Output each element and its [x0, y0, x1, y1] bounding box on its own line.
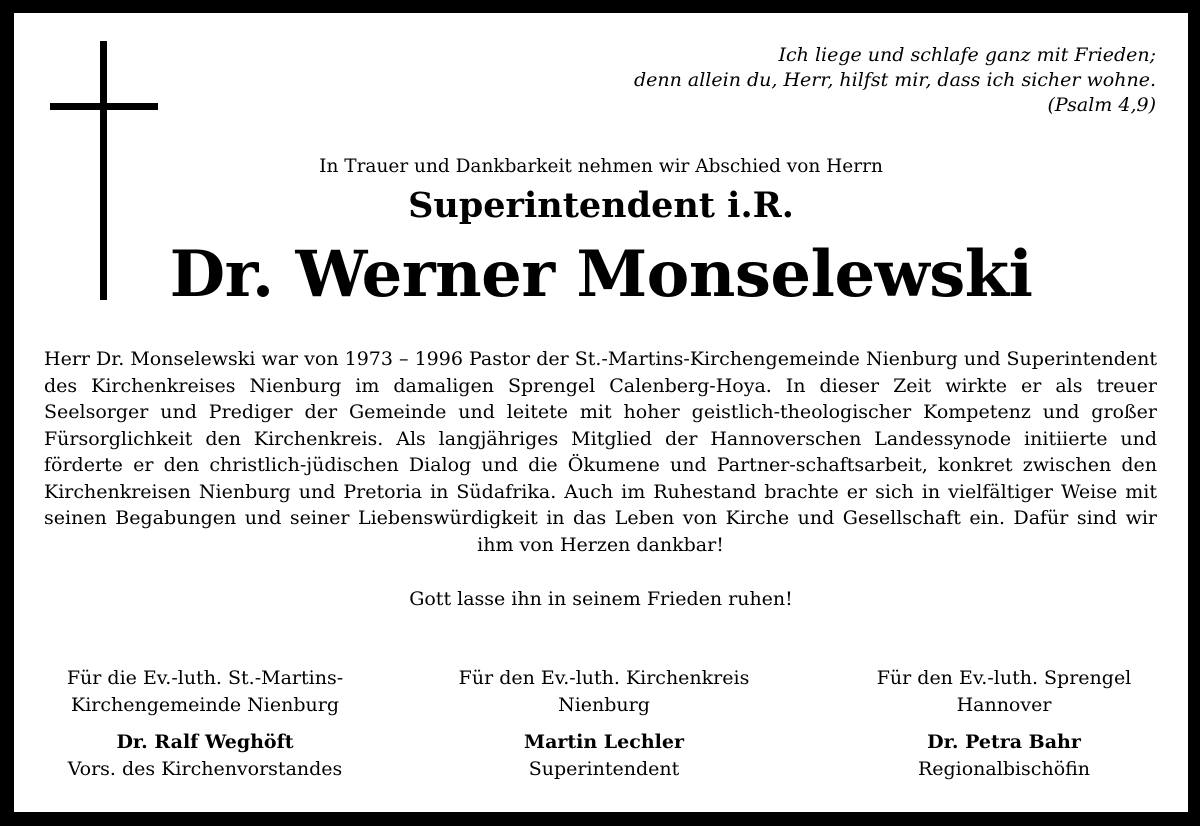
deceased-name: Dr. Werner Monselewski: [169, 237, 1033, 312]
cross-horizontal-bar: [50, 103, 158, 110]
signature-role: Regionalbischöfin: [917, 758, 1091, 780]
psalm-line-1: Ich liege und schlafe ganz mit Frieden;: [778, 44, 1156, 66]
signature-org-line-1: Für die Ev.-luth. St.-Martins-: [66, 667, 344, 689]
signature-org-line-2: Nienburg: [558, 694, 650, 716]
signature-org-line-2: Kirchengemeinde Nienburg: [71, 694, 339, 716]
signature-block-district: [424, 665, 784, 783]
signature-person: Dr. Petra Bahr: [927, 731, 1081, 753]
signature-role: Superintendent: [528, 758, 680, 780]
signature-block-diocese: [824, 665, 1184, 783]
closing-blessing: Gott lasse ihn in seinem Frieden ruhen!: [409, 588, 793, 610]
psalm-line-2: denn allein du, Herr, hilfst mir, dass ich sicher wohne.: [633, 69, 1156, 91]
deceased-title: Superintendent i.R.: [408, 185, 794, 226]
intro-text: In Trauer und Dankbarkeit nehmen wir Abschied von Herrn: [319, 156, 883, 177]
signature-org-line-2: Hannover: [956, 694, 1052, 716]
signature-block-parish: [24, 665, 386, 783]
psalm-quote: [634, 43, 1156, 118]
signature-person: Martin Lechler: [524, 731, 684, 753]
psalm-reference: (Psalm 4,9): [1047, 94, 1156, 116]
tribute-text: Herr Dr. Monselewski war von 1973 – 1996 Pastor der St.-Martins-Kirchengemeinde Nienburg und Superintendent des Kirchenkreises Nienburg im damaligen Sprengel Calenberg-Hoya. In dieser Zeit wirkte er als treuer Seelsorger und Prediger der Gemeinde und leitete mit hoher geistlich-theologischer Kompetenz und großer Fürsorglichkeit den Kirchenkreis. Als langjähriges Mitglied der Hannoverschen Landessynode initiierte und förderte er den christlich-jüdischen Dialog und die Ökumene und Partner-schaftsarbeit, konkret zwischen den Kirchenkreisen Nienburg und Pretoria in Südafrika. Auch im Ruhestand brachte er sich in vielfältiger Weise mit seinen Begabungen und seiner Liebenswürdigkeit in das Leben von Kirche und Gesellschaft ein. Dafür sind wir ihm von Herzen dankbar!: [44, 348, 1157, 556]
obituary-notice: [14, 13, 1188, 812]
signature-role: Vors. des Kirchenvorstandes: [67, 758, 343, 780]
signature-org-line-1: Für den Ev.-luth. Kirchenkreis: [458, 667, 750, 689]
signature-person: Dr. Ralf Weghöft: [116, 731, 294, 753]
signature-org-line-1: Für den Ev.-luth. Sprengel: [876, 667, 1132, 689]
